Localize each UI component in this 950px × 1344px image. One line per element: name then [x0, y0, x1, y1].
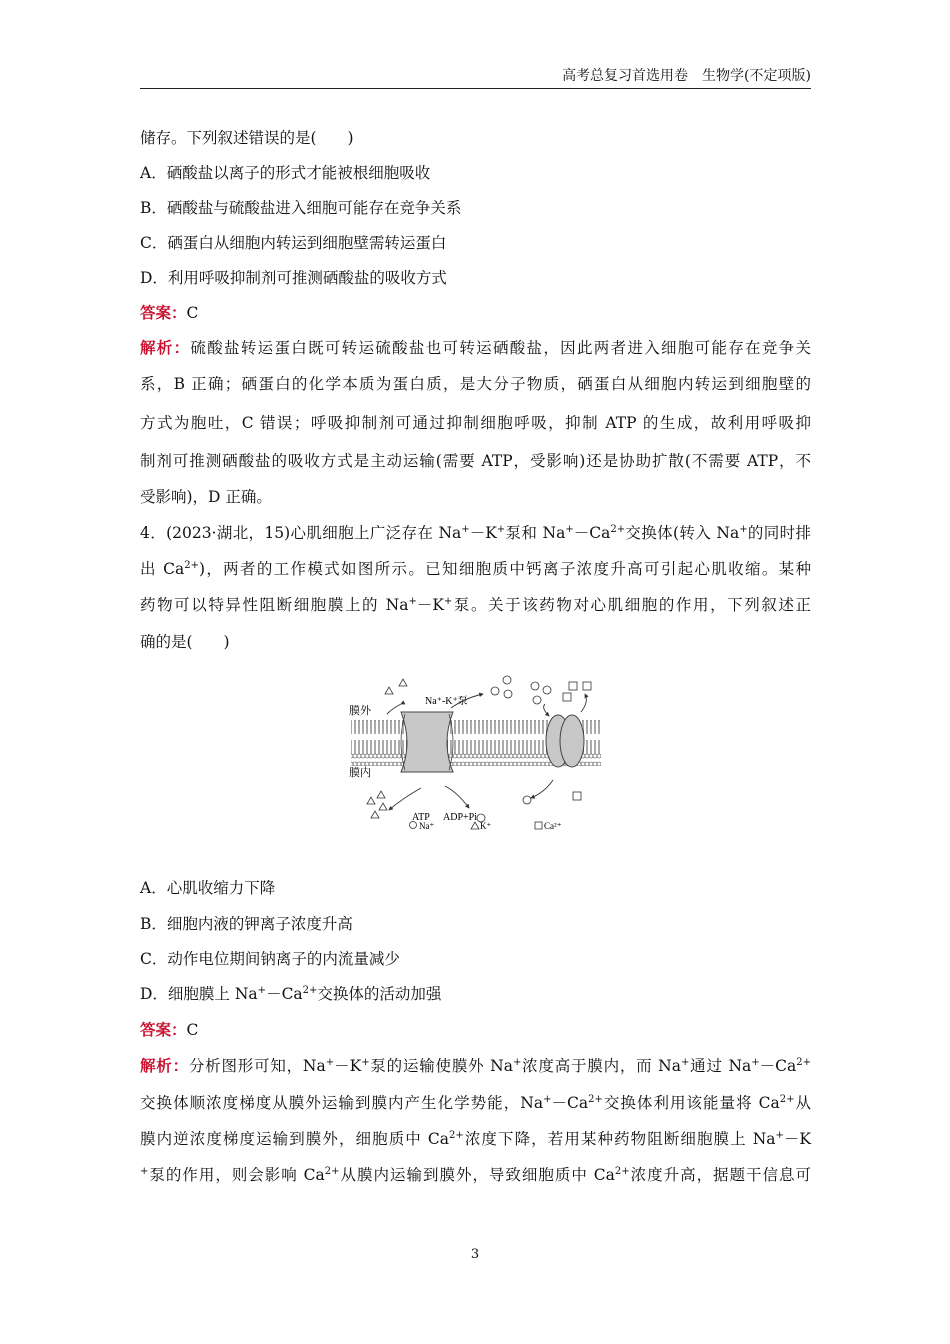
- q3-option-b: B．硒酸盐与硫酸盐进入细胞可能存在竞争关系: [140, 199, 462, 217]
- q4-analysis-line-1: 解析：分析图形可知，Na+－K+泵的运输使膜外 Na+浓度高于膜内，而 Na+通过 $Na^+-Ca^{2+}$: [140, 1056, 811, 1075]
- na-ca-exchanger-right: [560, 715, 584, 767]
- k-ion-marker: [377, 791, 385, 798]
- q4-option-b: B．细胞内液的钾离子浓度升高: [140, 915, 353, 933]
- legend-k-icon: [471, 822, 479, 829]
- na-k-pump: [401, 712, 453, 772]
- ca-ion-marker: [583, 682, 591, 690]
- q3-analysis-line-1: [140, 337, 811, 359]
- page-number: 3: [470, 1247, 480, 1262]
- q3-option-a: A．硒酸盐以离子的形式才能被根细胞吸收: [140, 164, 431, 182]
- na-ion-marker: [491, 687, 499, 695]
- q4-analysis-line-4: +泵的作用，则会影响 $Ca^{2+}$从膜内运输到膜外，导致细胞质中 $Ca^{2+}$浓度升高，据题干信息可: [140, 1165, 811, 1184]
- q4-stem-line-1: 4．(2023·湖北，15)心肌细胞上广泛存在 Na+－K+泵和 $Na^+-Ca^{2+}$交换体(转入 Na+的同时排: [140, 523, 811, 542]
- na-ion-marker: [503, 676, 511, 684]
- k-ion-marker: [367, 797, 375, 804]
- na-ion-marker: [531, 682, 539, 690]
- q3-answer: [140, 302, 811, 324]
- q3-analysis-line-2: 系，B 正确；硒蛋白的化学本质为蛋白质，是大分子物质，硒蛋白从细胞内转运到细胞壁的: [140, 375, 811, 393]
- analysis-label: 解析：: [140, 338, 191, 357]
- q4-option-d: D．细胞膜上 $Na^+-Ca^{2+}$交换体的活动加强: [140, 984, 442, 1003]
- q4-stem-line-2: 出 $Ca^{2+}$)，两者的工作模式如图所示。已知细胞质中钙离子浓度升高可引起心肌收缩。某种: [140, 559, 811, 578]
- legend-ca-icon: [535, 822, 542, 829]
- label-adp: ADP+Pi: [443, 812, 477, 823]
- na-ion-marker: [533, 696, 541, 704]
- legend-ca-label: Ca²⁺: [544, 821, 562, 831]
- q4-option-a: A．心肌收缩力下降: [140, 879, 276, 897]
- k-ion-marker: [379, 803, 387, 810]
- q3-analysis-line-5: 受影响)，D 正确。: [140, 488, 272, 506]
- k-ion-marker: [385, 687, 393, 694]
- q4-answer: [140, 1019, 811, 1041]
- label-outside: 膜外: [349, 705, 371, 717]
- label-pump: Na⁺-K⁺泵: [425, 696, 468, 707]
- q3-option-c: C．硒蛋白从细胞内转运到细胞壁需转运蛋白: [140, 234, 447, 252]
- na-ion-marker: [523, 796, 531, 804]
- q4-analysis-line-2: 交换体顺浓度梯度从膜外运输到膜内产生化学势能，$Na^+-Ca^{2+}$交换体利用该能量将 $Ca^{2+}$从: [140, 1093, 811, 1112]
- q4-stem-line-3: 药物可以特异性阻断细胞膜上的 Na+－K+泵。关于该药物对心肌细胞的作用，下列叙述正: [140, 595, 811, 614]
- ca-ion-marker: [573, 792, 581, 800]
- q4-option-c: C．动作电位期间钠离子的内流量减少: [140, 950, 400, 968]
- answer-label: 答案：: [140, 303, 187, 322]
- k-ion-marker: [371, 811, 379, 818]
- q3-analysis-line-3: 方式为胞吐，C 错误；呼吸抑制剂可通过抑制细胞呼吸，抑制 ATP 的生成，故利用呼吸抑: [140, 414, 811, 432]
- analysis-text: 硫酸盐转运蛋白既可转运硫酸盐也可转运硒酸盐，因此两者进入细胞可能存在竞争关: [190, 339, 811, 357]
- answer-value: C: [186, 304, 199, 322]
- ca-ion-marker: [569, 682, 577, 690]
- q3-option-d: D．利用呼吸抑制剂可推测硒酸盐的吸收方式: [140, 269, 447, 287]
- answer-label: 答案：: [140, 1020, 187, 1039]
- answer-value: C: [186, 1021, 199, 1039]
- q4-analysis-line-3: 膜内逆浓度梯度运输到膜外，细胞质中 $Ca^{2+}$浓度下降，若用某种药物阻断细胞膜上 Na+－K: [140, 1129, 812, 1148]
- page-header: 高考总复习首选用卷 生物学(不定项版): [140, 66, 811, 89]
- q3-analysis-line-4: 制剂可推测硒酸盐的吸收方式是主动运输(需要 ATP，受影响)还是协助扩散(不需要 ATP，不: [140, 452, 811, 470]
- legend-k-label: K⁺: [480, 821, 492, 831]
- k-ion-marker: [399, 679, 407, 686]
- legend-na-label: Na⁺: [419, 821, 435, 831]
- na-ion-marker: [504, 690, 512, 698]
- membrane-transport-figure: [345, 668, 610, 840]
- q3-stem-tail: 储存。下列叙述错误的是( ): [140, 129, 354, 147]
- label-inside: 膜内: [349, 767, 371, 779]
- na-ion-marker: [543, 686, 551, 694]
- label-atp: ATP: [412, 812, 430, 823]
- ca-ion-marker: [563, 693, 571, 701]
- q4-stem-line-4: 确的是( ): [140, 633, 230, 651]
